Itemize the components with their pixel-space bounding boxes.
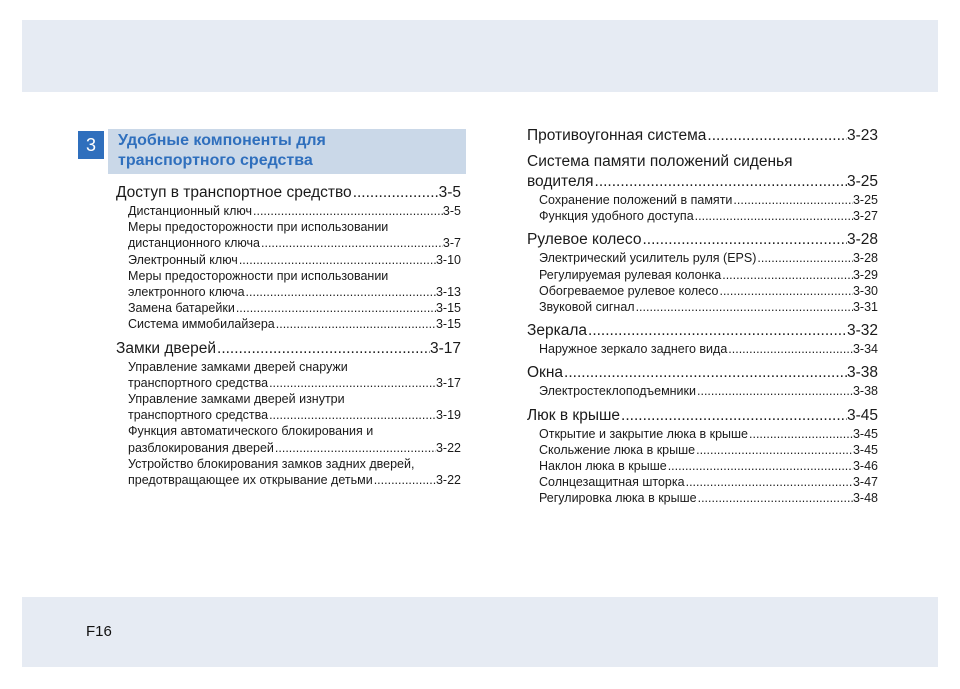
toc-entry-outside-mirror[interactable]: Наружное зеркало заднего вида ..... 3-34 [527, 341, 878, 357]
toc-entry-memory-cont[interactable]: водителя ..... 3-25 [527, 172, 878, 192]
toc-entry-heated-wheel[interactable]: Обогреваемое рулевое колесо ..... 3-30 [527, 283, 878, 299]
toc-entry-wheel[interactable]: Рулевое колесо ..... 3-28 [527, 230, 878, 250]
toc-entry-auto-locking[interactable]: Функция автоматического блокирования и [128, 424, 374, 439]
toc-entry-smart-precautions-cont[interactable]: электронного ключа ..... 3-13 [116, 284, 461, 300]
toc-entry-smart-key[interactable]: Электронный ключ ..... 3-10 [116, 252, 461, 268]
toc-right-column [527, 126, 878, 507]
toc-entry-mirrors[interactable]: Зеркала ..... 3-32 [527, 321, 878, 341]
toc-entry-eps[interactable]: Электрический усилитель руля (EPS) ..... 3-28 [527, 250, 878, 266]
toc-entry-sunroof-slide[interactable]: Скольжение люка в крыше ..... 3-45 [527, 442, 878, 458]
chapter-number: 3 [78, 131, 104, 159]
toc-entry-remote-key[interactable]: Дистанционный ключ ..... 3-5 [116, 203, 461, 219]
chapter-title [108, 129, 466, 174]
toc-entry-auto-locking-cont[interactable]: разблокирования дверей ..... 3-22 [116, 440, 461, 456]
toc-entry-outside-locks[interactable]: Управление замками дверей снаружи [128, 359, 348, 374]
toc-entry-inside-locks-cont[interactable]: транспортного средства ..... 3-19 [116, 407, 461, 423]
toc-entry-windows[interactable]: Окна ..... 3-38 [527, 363, 878, 383]
footer-band [22, 597, 938, 667]
toc-entry-remote-precautions[interactable]: Меры предосторожности при использовании [128, 220, 389, 235]
toc-entry-theft[interactable]: Противоугонная система ..... 3-23 [527, 126, 878, 146]
toc-entry-easy-access[interactable]: Функция удобного доступа ..... 3-27 [527, 208, 878, 224]
toc-entry-child-lock[interactable]: Устройство блокирования замков задних дверей, [128, 456, 415, 471]
toc-entry-sunshade[interactable]: Солнцезащитная шторка ..... 3-47 [527, 474, 878, 490]
toc-entry-inside-locks[interactable]: Управление замками дверей изнутри [128, 392, 345, 407]
toc-entry-remote-precautions-cont[interactable]: дистанционного ключа ..... 3-7 [116, 235, 461, 251]
toc-entry-child-lock-cont[interactable]: предотвращающее их открывание детьми ..... 3-22 [116, 472, 461, 488]
toc-entry-smart-precautions[interactable]: Меры предосторожности при использовании [128, 268, 389, 283]
toc-entry-sunroof-adjust[interactable]: Регулировка люка в крыше ..... 3-48 [527, 490, 878, 506]
chapter-title-line: транспортного средства [118, 152, 313, 169]
toc-entry-sunroof[interactable]: Люк в крыше ..... 3-45 [527, 406, 878, 426]
toc-entry-power-windows[interactable]: Электростеклоподъемники ..... 3-38 [527, 383, 878, 399]
toc-left-column [116, 183, 461, 488]
toc-entry-battery[interactable]: Замена батарейки ..... 3-15 [116, 300, 461, 316]
toc-entry-memory[interactable]: Система памяти положений сиденья [527, 153, 793, 170]
toc-entry-door-locks[interactable]: Замки дверей ..... 3-17 [116, 339, 461, 359]
chapter-title-line: Удобные компоненты для [118, 132, 326, 149]
toc-entry-sunroof-tilt[interactable]: Наклон люка в крыше ..... 3-46 [527, 458, 878, 474]
toc-entry-immobilizer[interactable]: Система иммобилайзера ..... 3-15 [116, 316, 461, 332]
toc-entry-horn[interactable]: Звуковой сигнал ..... 3-31 [527, 299, 878, 315]
toc-entry-outside-locks-cont[interactable]: транспортного средства ..... 3-17 [116, 375, 461, 391]
page-code: F16 [86, 623, 112, 640]
toc-entry-tilt[interactable]: Регулируемая рулевая колонка ..... 3-29 [527, 267, 878, 283]
header-band [22, 20, 938, 92]
toc-entry-memory-store[interactable]: Сохранение положений в памяти ..... 3-25 [527, 192, 878, 208]
toc-entry-sunroof-open[interactable]: Открытие и закрытие люка в крыше ..... 3-45 [527, 426, 878, 442]
toc-entry-access[interactable]: Доступ в транспортное средство ..... 3-5 [116, 183, 461, 203]
